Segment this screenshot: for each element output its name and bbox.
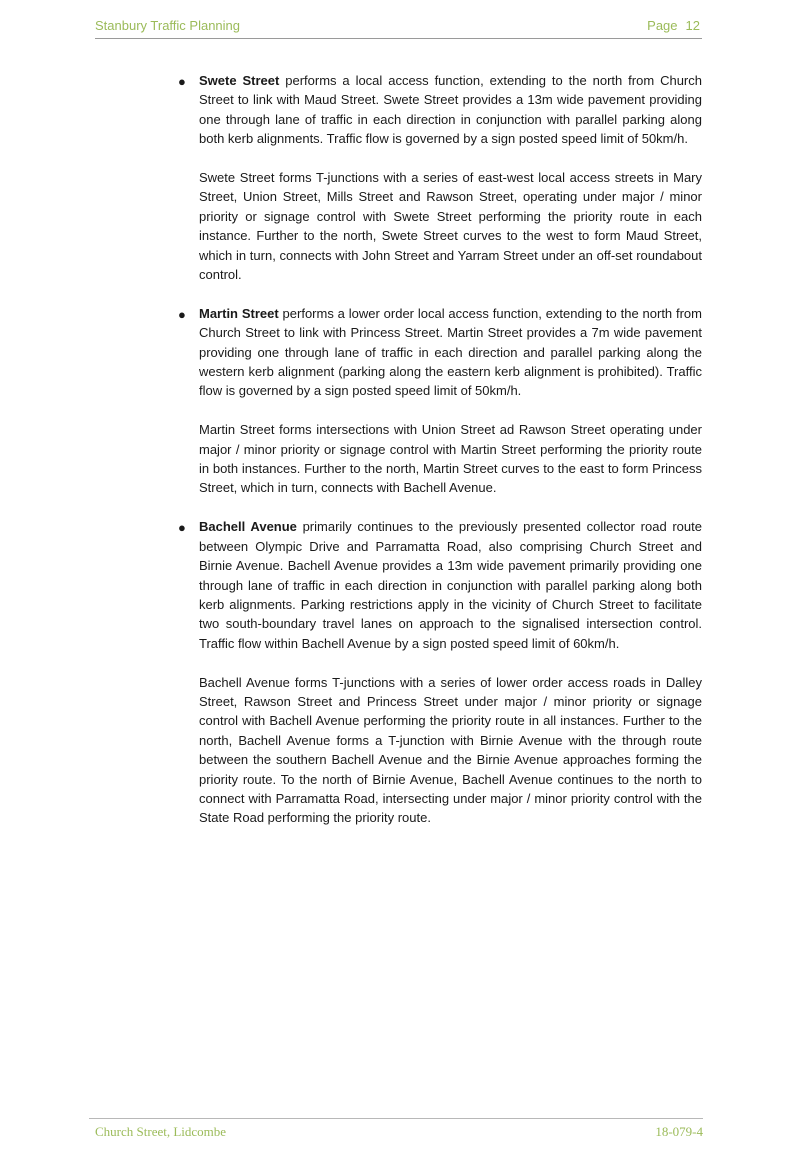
bullet-paragraph-continued: Martin Street forms intersections with Union Street ad Rawson Street operating under major / minor priority or signage control with Martin Street performing the priority route in both instances. Further to the north, Martin Street curves to the east to form Princess Street, which in turn, connects with Bachell Avenue. bbox=[199, 422, 702, 496]
bullet-paragraph bbox=[199, 71, 702, 149]
bullet-icon: ● bbox=[178, 74, 186, 89]
footer-address: Church Street, Lidcombe bbox=[95, 1124, 227, 1139]
company-name: Stanbury Traffic Planning bbox=[95, 18, 241, 33]
footer-reference: 18-079-4 bbox=[655, 1124, 703, 1139]
bullet-item-swete-street bbox=[172, 71, 702, 284]
bullet-paragraph-continued: Swete Street forms T-junctions with a series of east-west local access streets in Mary Street, Union Street, Mills Street and Rawson Street, operating under major / minor priority or signage control with Swete Street performing the priority route in each instance. Further to the north, Swete Street curves to the west to form Maud Street, which in turn, connects with John Street and Yarram Street under an off-set roundabout control. bbox=[199, 170, 702, 283]
bullet-icon: ● bbox=[178, 520, 186, 536]
bullet-text: performs a local access function, extending to the north from Church Street to link with Maud Street. Swete Street provides a 13m wide pavement providing one through lane of traffic in each direction in conjunction with parallel parking along both kerb alignments. Traffic flow is governed by a sign posted speed limit of 50km/h. bbox=[199, 73, 702, 147]
bullet-item-bachell-avenue bbox=[172, 517, 702, 827]
bullet-paragraph-continued: Bachell Avenue forms T-junctions with a series of lower order access roads in Dalley Street, Rawson Street and Princess Street under major / minor priority or signage control with Bachell Avenue performing the priority route in all instances. Further to the north, Bachell Avenue forms a T-junction with Birnie Avenue with the through route between the southern Bachell Avenue and the Birnie Avenue approaches forming the priority route. To the north of Birnie Avenue, Bachell Avenue continues to the north to connect with Parramatta Road, intersecting under major / minor priority control with the State Road performing the priority route. bbox=[199, 674, 702, 826]
bullet-term: Swete Street bbox=[199, 73, 280, 88]
bullet-term: Bachell Avenue bbox=[199, 519, 297, 535]
page-indicator bbox=[647, 18, 700, 33]
page-header bbox=[95, 16, 702, 39]
page-label: Page bbox=[647, 18, 678, 33]
document-body bbox=[172, 71, 702, 828]
bullet-term: Martin Street bbox=[199, 305, 279, 321]
bullet-paragraph bbox=[199, 304, 702, 401]
page-number: 12 bbox=[685, 18, 700, 33]
page-footer bbox=[89, 1118, 703, 1143]
bullet-item-martin-street bbox=[172, 304, 702, 498]
bullet-text: performs a lower order local access function, extending to the north from Church Street to link with Princess Street. Martin Street provides a 7m wide pavement providing one through lane of traffic in each direction and parallel parking along the western kerb alignment (parking along the eastern kerb alignment is prohibited). Traffic flow is governed by a sign posted speed limit of 50km/h. bbox=[199, 305, 702, 399]
bullet-icon: ● bbox=[178, 306, 186, 322]
bullet-paragraph bbox=[199, 517, 702, 653]
bullet-text: primarily continues to the previously presented collector road route between Olympic Drive and Parramatta Road, also comprising Church Street and Birnie Avenue. Bachell Avenue provides a 13m wide pavement primarily providing one through lane of traffic in each direction in conjunction with parallel parking along both kerb alignments. Parking restrictions apply in the vicinity of Church Street to facilitate two south-boundary travel lanes on approach to the signalised intersection control. Traffic flow within Bachell Avenue by a sign posted speed limit of 60km/h. bbox=[199, 519, 702, 651]
